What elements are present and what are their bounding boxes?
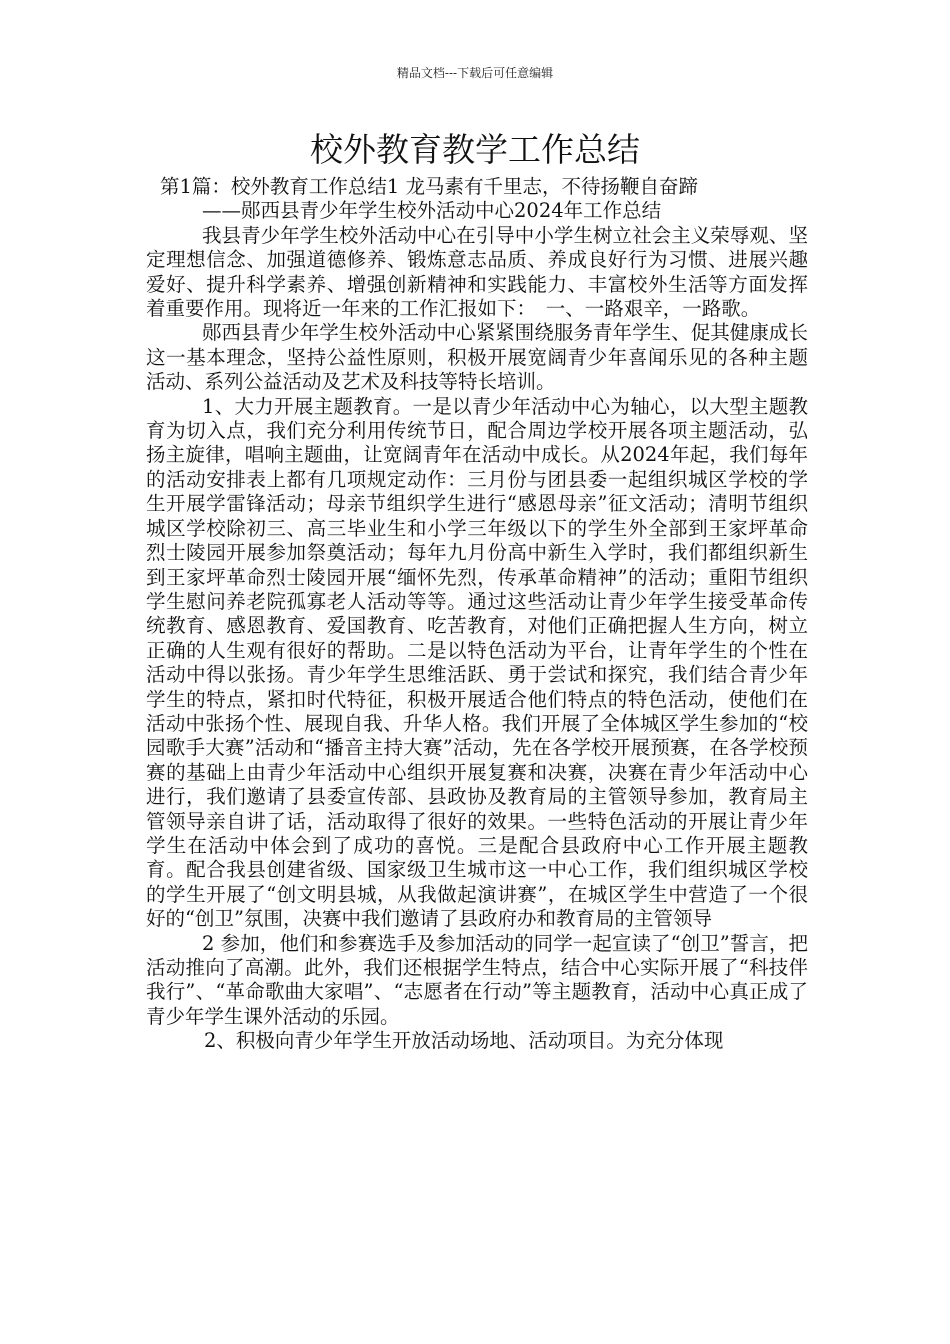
article-subheading: ——郧西县青少年学生校外活动中心2024年工作总结 bbox=[202, 199, 662, 223]
header-note: 精品文档---下载后可任意编辑 bbox=[396, 66, 554, 80]
paragraph-intro: 我县青少年学生校外活动中心在引导中小学生树立社会主义荣辱观、坚定理想信念、加强道德修养、锻炼意志品质、养成良好行为习惯、进展兴趣爱好、提升科学素养、增强创新精神和实践能力、丰富校外生活等方面发挥着重要作用。现将近一年来的工作汇报如下： 一、一路艰辛，一路歌。 bbox=[146, 223, 808, 321]
article-heading: 第1篇：校外教育工作总结1 龙马素有千里志，不待扬鞭自奋蹄 bbox=[160, 175, 699, 198]
paragraph-theme-education: 1、大力开展主题教育。一是以青少年活动中心为轴心，以大型主题教育为切入点，我们充分利用传统节日，配合周边学校开展各项主题活动，弘扬主旋律，唱响主题曲，让宽阔青年在活动中成长。从2024年起，我们每年的活动安排表上都有几项规定动作：三月份与团县委一起组织城区学校的学生开展学雷锋活动；母亲节组织学生进行“感恩母亲”征文活动；清明节组织城区学校除初三、高三毕业生和小学三年级以下的学生外全部到王家坪革命烈士陵园开展参加祭奠活动；每年九月份高中新生入学时，我们都组织新生到王家坪革命烈士陵园开展“缅怀先烈，传承革命精神”的活动；重阳节组织学生慰问养老院孤寡老人活动等等。通过这些活动让青少年学生接受革命传统教育、感恩教育、爱国教育、吃苦教育，对他们正确把握人生方向，树立正确的人生观有很好的帮助。二是以特色活动为平台，让青年学生的个性在活动中得以张扬。青少年学生思维活跃、勇于尝试和探究，我们结合青少年学生的特点，紧扣时代特征，积极开展适合他们特点的特色活动，使他们在活动中张扬个性、展现自我、升华人格。我们开展了全体城区学生参加的“校园歌手大赛”活动和“播音主持大赛”活动，先在各学校开展预赛，在各学校预赛的基础上由青少年活动中心组织开展复赛和决赛，决赛在青少年活动中心进行，我们邀请了县委宣传部、县政协及教育局的主管领导参加，教育局主管领导亲自讲了话，活动取得了很好的效果。一些特色活动的开展让青少年学生在活动中体会到了成功的喜悦。三是配合县政府中心工作开展主题教育。配合我县创建省级、国家级卫生城市这一中心工作，我们组织城区学校的学生开展了“创文明县城，从我做起演讲赛”，在城区学生中营造了一个很好的“创卫”氛围，决赛中我们邀请了县政府办和教育局的主管领导 bbox=[146, 394, 808, 931]
paragraph-participation: 2 参加，他们和参赛选手及参加活动的同学一起宣读了“创卫”誓言，把活动推向了高潮。此外，我们还根据学生特点，结合中心实际开展了“科技伴我行”、“革命歌曲大家唱”、“志愿者在行动”等主题教育，活动中心真正成了青少年学生课外活动的乐园。 bbox=[146, 931, 808, 1028]
document-title: 校外教育教学工作总结 bbox=[310, 130, 640, 169]
document-body bbox=[146, 175, 808, 1054]
paragraph-center: 郧西县青少年学生校外活动中心紧紧围绕服务青年学生、促其健康成长这一基本理念，坚持公益性原则，积极开展宽阔青少年喜闻乐见的各种主题活动、系列公益活动及艺术及科技等特长培训。 bbox=[146, 321, 808, 394]
paragraph-open-venues: 2、积极向青少年学生开放活动场地、活动项目。为充分体现 bbox=[204, 1029, 724, 1053]
